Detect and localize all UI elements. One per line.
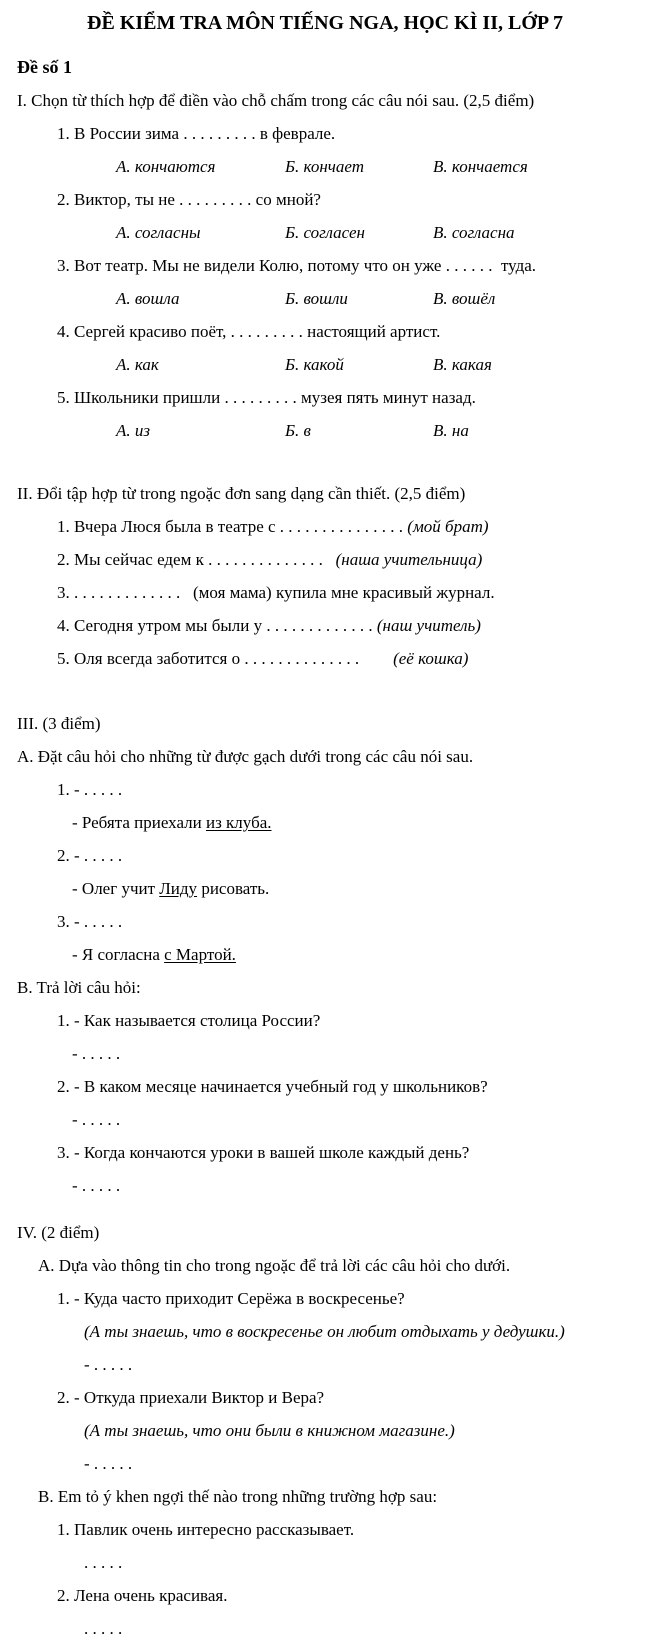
text-segment: II. Đổi tập hợp từ trong ngoặc đơn sang dạng cần thiết. (2,5 điểm) (17, 484, 466, 503)
answer-blank (0, 1546, 650, 1579)
question-blank (0, 905, 650, 938)
question (0, 609, 650, 642)
subsection-heading (0, 740, 650, 773)
question (0, 1136, 650, 1169)
text-segment: 1. - Куда часто приходит Серёжа в воскресенье? (57, 1289, 405, 1308)
text-segment: 3. Вот театр. Мы не видели Колю, потому что он уже . . . . . . туда. (57, 256, 537, 275)
answer-blank (0, 1103, 650, 1136)
answer-blank (0, 1447, 650, 1480)
answer-blank (0, 1348, 650, 1381)
exam-number: Đề số 1 (17, 57, 72, 77)
text-segment: 4. Сегодня утром мы были у . . . . . . . . . . . . . (57, 616, 377, 635)
answer-options (0, 216, 650, 249)
text-segment: IV. (2 điểm) (17, 1223, 100, 1242)
option: А. из (116, 421, 151, 440)
subsection-heading (0, 971, 650, 1004)
text-segment: из клуба. (205, 813, 272, 832)
statement (0, 872, 650, 905)
option: Б. кончает (285, 157, 364, 176)
text-segment: B. Trả lời câu hỏi: (17, 978, 141, 997)
text-segment: 1. Вчера Люся была в театре с . . . . . . . . . . . . . . . (57, 517, 408, 536)
statement (0, 938, 650, 971)
section-heading (0, 707, 650, 740)
question (0, 576, 650, 609)
text-segment: . . . . . (84, 1619, 123, 1638)
answer-blank (0, 1612, 650, 1645)
hint (0, 1414, 650, 1447)
question (0, 510, 650, 543)
text-segment: Лиду (159, 879, 198, 898)
text-segment: 5. Оля всегда заботится о . . . . . . . . . . . . . . (57, 649, 394, 668)
statement (0, 1513, 650, 1546)
question (0, 249, 650, 282)
text-segment: (А ты знаешь, что в воскресенье он любит отдыхать у дедушки.) (84, 1322, 565, 1341)
text-segment: - . . . . . (72, 1176, 121, 1195)
option: В. на (433, 421, 469, 440)
section-heading (0, 84, 650, 117)
answer-options (0, 348, 650, 381)
text-segment: 2. - В каком месяце начинается учебный год у школьников? (57, 1077, 488, 1096)
text-segment: 2. - . . . . . (57, 846, 123, 865)
text-segment: 1. В России зима . . . . . . . . . в феврале. (57, 124, 336, 143)
section-4 (0, 1216, 650, 1645)
section-3 (0, 707, 650, 1202)
question-blank (0, 773, 650, 806)
option: А. согласны (116, 223, 201, 242)
text-segment: - . . . . . (72, 1110, 121, 1129)
hint (0, 1315, 650, 1348)
section-1 (0, 84, 650, 447)
question (0, 1004, 650, 1037)
question (0, 315, 650, 348)
text-segment: (наш учитель) (376, 616, 481, 635)
option: Б. вошли (285, 289, 348, 308)
option: В. вошёл (433, 289, 496, 308)
text-segment: рисовать. (197, 879, 270, 898)
option: В. кончается (433, 157, 528, 176)
text-segment: 1. - . . . . . (57, 780, 123, 799)
question (0, 543, 650, 576)
answer-options (0, 414, 650, 447)
answer-blank (0, 1169, 650, 1202)
question (0, 642, 650, 675)
subsection-heading (0, 1249, 650, 1282)
text-segment: 5. Школьники пришли . . . . . . . . . музея пять минут назад. (57, 388, 476, 407)
text-segment: A. Dựa vào thông tin cho trong ngoặc để trả lời các câu hỏi cho dưới. (38, 1256, 511, 1275)
question (0, 183, 650, 216)
exam-title: ĐỀ KIỂM TRA MÔN TIẾNG NGA, HỌC KÌ II, LỚP 7 (87, 12, 563, 34)
text-segment: (А ты знаешь, что они были в книжном магазине.) (84, 1421, 455, 1440)
statement (0, 806, 650, 839)
text-segment: - . . . . . (72, 1044, 121, 1063)
question-blank (0, 839, 650, 872)
statement (0, 1579, 650, 1612)
text-segment: 4. Сергей красиво поёт, . . . . . . . . . настоящий артист. (57, 322, 441, 341)
option: Б. какой (285, 355, 344, 374)
question (0, 1381, 650, 1414)
section-2 (0, 477, 650, 675)
text-segment: 3. - Когда кончаются уроки в вашей школе каждый день? (57, 1143, 470, 1162)
text-segment: 2. - Откуда приехали Виктор и Вера? (57, 1388, 325, 1407)
option: А. вошла (116, 289, 180, 308)
text-segment: - Ребята приехали (72, 813, 206, 832)
text-segment: 1. - Как называется столица России? (57, 1011, 321, 1030)
text-segment: . . . . . (84, 1553, 123, 1572)
section-heading (0, 1216, 650, 1249)
text-segment: 3. . . . . . . . . . . . . . (моя мама) купила мне красивый журнал. (57, 583, 495, 602)
answer-options (0, 150, 650, 183)
document-body (0, 84, 650, 1645)
text-segment: 2. Виктор, ты не . . . . . . . . . со мной? (57, 190, 321, 209)
option: В. согласна (433, 223, 515, 242)
option: Б. согласен (285, 223, 365, 242)
option: Б. в (285, 421, 311, 440)
text-segment: 2. Мы сейчас едем к . . . . . . . . . . . . . . (57, 550, 336, 569)
subsection-heading (0, 1480, 650, 1513)
text-segment: I. Chọn từ thích hợp để điền vào chỗ chấm trong các câu nói sau. (2,5 điểm) (17, 91, 535, 110)
question (0, 1070, 650, 1103)
text-segment: с Мартой. (164, 945, 236, 964)
text-segment: - Олег учит (72, 879, 160, 898)
text-segment: 1. Павлик очень интересно рассказывает. (57, 1520, 355, 1539)
question (0, 117, 650, 150)
text-segment: A. Đặt câu hỏi cho những từ được gạch dưới trong các câu nói sau. (17, 747, 474, 766)
answer-options (0, 282, 650, 315)
text-segment: (её кошка) (393, 649, 469, 668)
question (0, 1282, 650, 1315)
option: А. кончаются (116, 157, 216, 176)
text-segment: 3. - . . . . . (57, 912, 123, 931)
text-segment: - . . . . . (84, 1355, 133, 1374)
text-segment: - Я согласна (72, 945, 165, 964)
text-segment: 2. Лена очень красивая. (57, 1586, 228, 1605)
option: А. как (116, 355, 159, 374)
text-segment: III. (3 điểm) (17, 714, 101, 733)
text-segment: (мой брат) (407, 517, 489, 536)
question (0, 381, 650, 414)
text-segment: B. Em tỏ ý khen ngợi thế nào trong những trường hợp sau: (38, 1487, 438, 1506)
answer-blank (0, 1037, 650, 1070)
option: В. какая (433, 355, 492, 374)
text-segment: - . . . . . (84, 1454, 133, 1473)
section-heading (0, 477, 650, 510)
text-segment: (наша учительница) (335, 550, 483, 569)
